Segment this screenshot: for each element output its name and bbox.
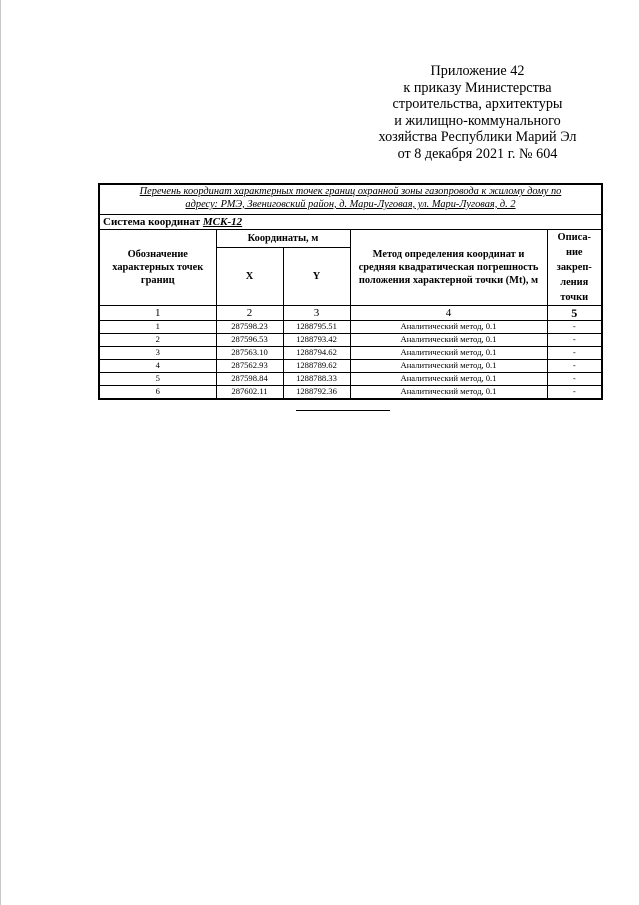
cell-description: - bbox=[547, 372, 602, 385]
column-number: 2 bbox=[216, 305, 283, 320]
table-row bbox=[99, 359, 602, 372]
cell-y: 1288788.33 bbox=[283, 372, 350, 385]
coordinate-system-value: МСК-12 bbox=[202, 215, 243, 228]
cell-x: 287596.53 bbox=[216, 333, 283, 346]
column-number: 3 bbox=[283, 305, 350, 320]
cell-x: 287562.93 bbox=[216, 359, 283, 372]
cell-method: Аналитический метод, 0.1 bbox=[350, 385, 547, 399]
table-title-line: Перечень координат характерных точек границ охранной зоны газопровода к жилому дому по bbox=[139, 186, 562, 197]
cell-method: Аналитический метод, 0.1 bbox=[350, 359, 547, 372]
cell-description: - bbox=[547, 359, 602, 372]
cell-point: 5 bbox=[99, 372, 216, 385]
cell-x: 287598.23 bbox=[216, 320, 283, 333]
header-line: хозяйства Республики Марий Эл bbox=[378, 129, 577, 146]
header-method: Метод определения координат и средняя квадратическая погрешность положения характерной точки (Mt), м bbox=[350, 229, 547, 305]
cell-x: 287602.11 bbox=[216, 385, 283, 399]
cell-description: - bbox=[547, 346, 602, 359]
coordinates-table bbox=[98, 183, 603, 400]
cell-method: Аналитический метод, 0.1 bbox=[350, 372, 547, 385]
header-y: Y bbox=[283, 247, 350, 305]
closing-divider bbox=[296, 410, 390, 411]
table-row bbox=[99, 333, 602, 346]
header-line: от 8 декабря 2021 г. № 604 bbox=[397, 145, 558, 162]
cell-method: Аналитический метод, 0.1 bbox=[350, 346, 547, 359]
table-title bbox=[99, 184, 602, 214]
table-row bbox=[99, 320, 602, 333]
table-title-line: адресу: РМЭ, Звениговский район, д. Мари-Луговая, ул. Мари-Луговая, д. 2 bbox=[185, 198, 516, 210]
cell-point: 1 bbox=[99, 320, 216, 333]
column-numbers-row bbox=[99, 305, 602, 320]
header-line: к приказу Министерства bbox=[403, 79, 552, 96]
table-row bbox=[99, 346, 602, 359]
header-line: Приложение 42 bbox=[430, 63, 525, 79]
cell-point: 2 bbox=[99, 333, 216, 346]
table-row bbox=[99, 385, 602, 399]
appendix-header bbox=[355, 63, 600, 163]
cell-description: - bbox=[547, 385, 602, 399]
header-coordinates: Координаты, м bbox=[216, 229, 350, 247]
cell-x: 287598.84 bbox=[216, 372, 283, 385]
header-description: Описа-ние закреп-ления точки bbox=[547, 229, 602, 305]
cell-y: 1288794.62 bbox=[283, 346, 350, 359]
cell-point: 3 bbox=[99, 346, 216, 359]
cell-y: 1288792.36 bbox=[283, 385, 350, 399]
cell-x: 287563.10 bbox=[216, 346, 283, 359]
cell-y: 1288793.42 bbox=[283, 333, 350, 346]
cell-method: Аналитический метод, 0.1 bbox=[350, 320, 547, 333]
coordinates-document bbox=[98, 183, 601, 400]
cell-point: 4 bbox=[99, 359, 216, 372]
column-number: 1 bbox=[99, 305, 216, 320]
header-line: и жилищно-коммунального bbox=[394, 112, 561, 129]
column-number: 4 bbox=[350, 305, 547, 320]
table-row bbox=[99, 372, 602, 385]
page-edge bbox=[0, 0, 1, 905]
cell-y: 1288795.51 bbox=[283, 320, 350, 333]
cell-description: - bbox=[547, 333, 602, 346]
column-number: 5 bbox=[547, 305, 602, 320]
cell-method: Аналитический метод, 0.1 bbox=[350, 333, 547, 346]
cell-point: 6 bbox=[99, 385, 216, 399]
cell-description: - bbox=[547, 320, 602, 333]
header-point: Обозначение характерных точек границ bbox=[99, 229, 216, 305]
header-line: строительства, архитектуры bbox=[392, 96, 563, 113]
header-x: X bbox=[216, 247, 283, 305]
coordinate-system bbox=[99, 214, 602, 229]
cell-y: 1288789.62 bbox=[283, 359, 350, 372]
coordinate-system-label: Система координат bbox=[103, 215, 201, 228]
